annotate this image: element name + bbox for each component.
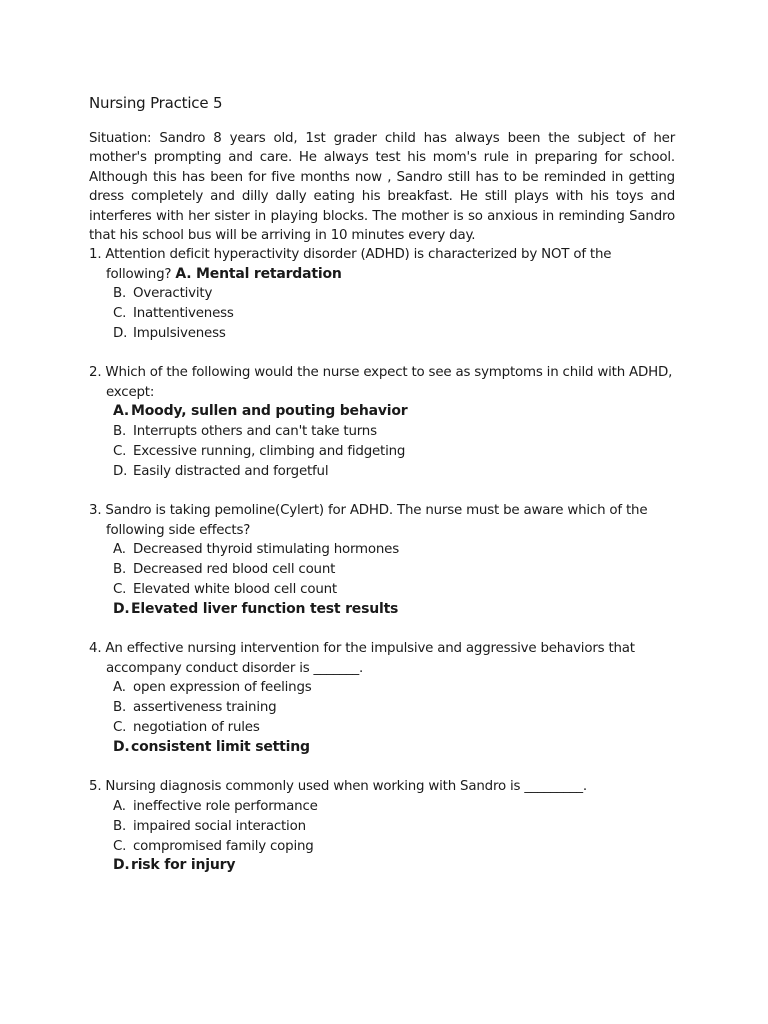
answer-option <box>89 718 675 738</box>
answer-option-correct <box>89 738 675 758</box>
situation-paragraph: Situation: Sandro 8 years old, 1st grader child has always been the subject of her mother's prompting and care. He always test his mom's rule in preparing for school. Although this has been for five months now , Sandro still has to be reminded in getting dress completely and dilly dally eating his breakfast. He still plays with his toys and interferes with her sister in playing blocks. The mother is so anxious in reminding Sandro that his school bus will be arriving in 10 minutes every day. <box>89 131 675 244</box>
answer-option <box>89 797 675 817</box>
option-letter: A. <box>113 680 126 696</box>
question-spacer <box>89 620 675 640</box>
option-text: ineffective role performance <box>133 798 318 814</box>
option-letter: A. <box>113 542 126 558</box>
option-letter: D. <box>113 326 128 342</box>
option-letter: C. <box>113 444 127 460</box>
answer-option <box>89 442 675 462</box>
answer-option-correct <box>89 856 675 876</box>
option-letter: B. <box>113 818 127 834</box>
option-text: Elevated liver function test results <box>131 600 399 617</box>
option-text: compromised family coping <box>133 838 314 854</box>
option-text: Impulsiveness <box>133 326 226 342</box>
option-letter: D. <box>113 464 128 479</box>
option-letter: D. <box>113 857 130 874</box>
option-text: Decreased thyroid stimulating hormones <box>133 542 399 558</box>
document-title: Nursing Practice 5 <box>89 94 223 112</box>
option-text: consistent limit setting <box>131 738 310 755</box>
answer-options <box>89 402 675 482</box>
answer-options <box>89 540 675 620</box>
option-letter: B. <box>113 562 127 578</box>
option-letter: C. <box>113 719 127 735</box>
answer-option <box>89 698 675 718</box>
option-letter: A. <box>113 798 126 814</box>
question-item <box>89 245 675 344</box>
answer-options <box>89 678 675 758</box>
option-letter: C. <box>113 306 127 322</box>
answer-option <box>89 580 675 600</box>
question-spacer <box>89 482 675 502</box>
option-text: Inattentiveness <box>133 306 234 322</box>
answer-option <box>89 540 675 560</box>
option-text: Excessive running, climbing and fidgeting <box>133 444 406 460</box>
option-text: Decreased red blood cell count <box>133 562 336 578</box>
answer-option <box>89 462 675 482</box>
option-letter: A. <box>113 403 130 420</box>
document-page <box>89 92 675 876</box>
answer-option <box>89 817 675 837</box>
option-text: open expression of feelings <box>133 680 312 696</box>
option-letter: C. <box>113 582 127 598</box>
question-stem <box>89 501 675 540</box>
option-letter: D. <box>113 738 130 755</box>
option-text: Elevated white blood cell count <box>133 582 337 598</box>
question-stem-text: 1. Attention deficit hyperactivity disorder (ADHD) is characterized by NOT of the following? <box>89 247 612 282</box>
answer-option <box>89 304 675 324</box>
answer-option-correct <box>89 402 675 422</box>
option-letter: B. <box>113 286 127 302</box>
question-item <box>89 501 675 619</box>
option-text: negotiation of rules <box>133 719 260 735</box>
correct-answer-inline: A. Mental retardation <box>175 265 342 282</box>
answer-option-correct <box>89 600 675 620</box>
option-text: assertiveness training <box>133 700 277 716</box>
question-stem <box>89 245 675 284</box>
option-letter: D. <box>113 600 130 617</box>
option-letter: B. <box>113 700 127 716</box>
question-stem-text: 2. Which of the following would the nurse expect to see as symptoms in child with ADHD, except: <box>89 365 673 400</box>
answer-option <box>89 422 675 442</box>
question-list <box>89 245 675 876</box>
answer-option <box>89 678 675 698</box>
question-stem-text: 4. An effective nursing intervention for the impulsive and aggressive behaviors that accompany conduct disorder is _______. <box>89 641 635 676</box>
option-letter: B. <box>113 424 127 440</box>
question-stem-text: 5. Nursing diagnosis commonly used when working with Sandro is _________. <box>89 779 587 795</box>
question-spacer <box>89 344 675 364</box>
option-text: impaired social interaction <box>133 818 306 834</box>
option-text: risk for injury <box>131 857 236 874</box>
question-stem <box>89 363 675 402</box>
answer-option <box>89 324 675 344</box>
question-item <box>89 777 675 876</box>
option-letter: C. <box>113 838 127 854</box>
answer-option <box>89 284 675 304</box>
question-stem <box>89 639 675 678</box>
answer-options <box>89 284 675 344</box>
option-text: Moody, sullen and pouting behavior <box>131 403 408 420</box>
question-stem-text: 3. Sandro is taking pemoline(Cylert) for ADHD. The nurse must be aware which of the following side effects? <box>89 503 648 538</box>
option-text: Easily distracted and forgetful <box>133 464 329 479</box>
answer-option <box>89 560 675 580</box>
question-item <box>89 363 675 481</box>
question-item <box>89 639 675 757</box>
option-text: Interrupts others and can't take turns <box>133 424 377 440</box>
option-text: Overactivity <box>133 286 213 302</box>
answer-options <box>89 797 675 877</box>
answer-option <box>89 837 675 857</box>
question-spacer <box>89 758 675 778</box>
question-stem <box>89 777 675 796</box>
